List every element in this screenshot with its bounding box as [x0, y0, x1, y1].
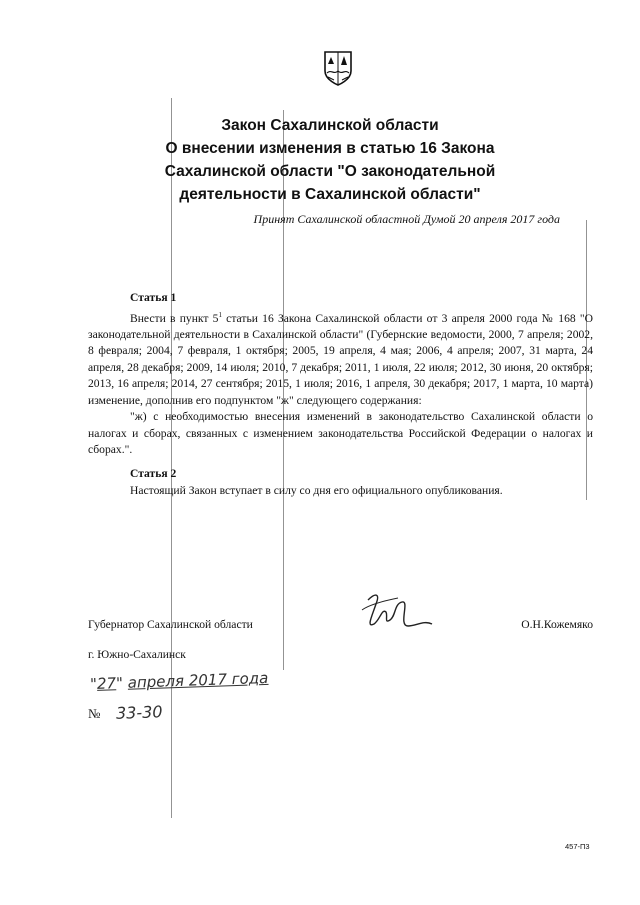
title-line-2: О внесении изменения в статью 16 Закона	[165, 140, 495, 157]
article-1-text	[88, 307, 593, 410]
number-label: №	[88, 706, 101, 721]
article-1	[88, 290, 593, 459]
handwritten-month-year: апреля 2017 года	[127, 668, 269, 692]
governor-signature	[358, 590, 438, 636]
sakhalin-coat-of-arms-icon	[322, 49, 354, 87]
governor-name: О.Н.Кожемяко	[521, 618, 593, 631]
article-2-heading: Статья 2	[130, 467, 177, 480]
handwritten-day: 27	[96, 674, 117, 693]
place-of-signing: г. Южно-Сахалинск	[88, 648, 186, 661]
title-line-4: деятельности в Сахалинской области"	[179, 186, 481, 203]
article-1-quote: "ж) с необходимостью внесения изменений в законодательство Сахалинской области о налогах и сборах, связанных с изменением законодательства Российской Федерации о налогах и сборах.".	[88, 410, 593, 457]
handwritten-number: 33-30	[115, 702, 163, 723]
governor-title: Губернатор Сахалинской области	[88, 618, 253, 631]
article-1-intro-after: статьи 16 Закона Сахалинской области от 3 апреля 2000 года № 168 "О законодательной деятельности в Сахалинской области" (Губернские ведомости, 2000, 7 апреля; 2002, 8 февраля; 2004, 7 февраля, 1 октября; 2005, 19 апреля, 4 мая; 2006, 4 апреля; 2007, 31 марта, 24 апреля, 28 декабря; 2009, 14 июля; 2010, 7 декабря; 2011, 1 июля, 22 июля; 2012, 30 июня, 20 октября; 2013, 16 апреля; 2014, 27 сентября; 2015, 1 июля; 2016, 1 апреля, 30 декабря; 2017, 1 марта, 10 марта) изменение, дополнив его подпунктом "ж" следующего содержания:	[88, 311, 593, 407]
article-2-text: Настоящий Закон вступает в силу со дня его официального опубликования.	[130, 483, 503, 497]
title-line-1: Закон Сахалинской области	[221, 117, 439, 134]
title-line-3: Сахалинской области "О законодательной	[164, 163, 496, 180]
law-title	[100, 114, 560, 206]
document-code: 457-П3	[565, 842, 590, 851]
handwritten-date: "27" апреля 2017 года	[89, 668, 269, 694]
article-2	[88, 466, 593, 499]
article-1-heading: Статья 1	[130, 291, 177, 304]
article-1-superscript: 1	[218, 310, 222, 319]
article-1-intro-before: Внести в пункт 5	[130, 311, 219, 325]
adoption-note: Принят Сахалинской областной Думой 20 апреля 2017 года	[253, 212, 560, 226]
